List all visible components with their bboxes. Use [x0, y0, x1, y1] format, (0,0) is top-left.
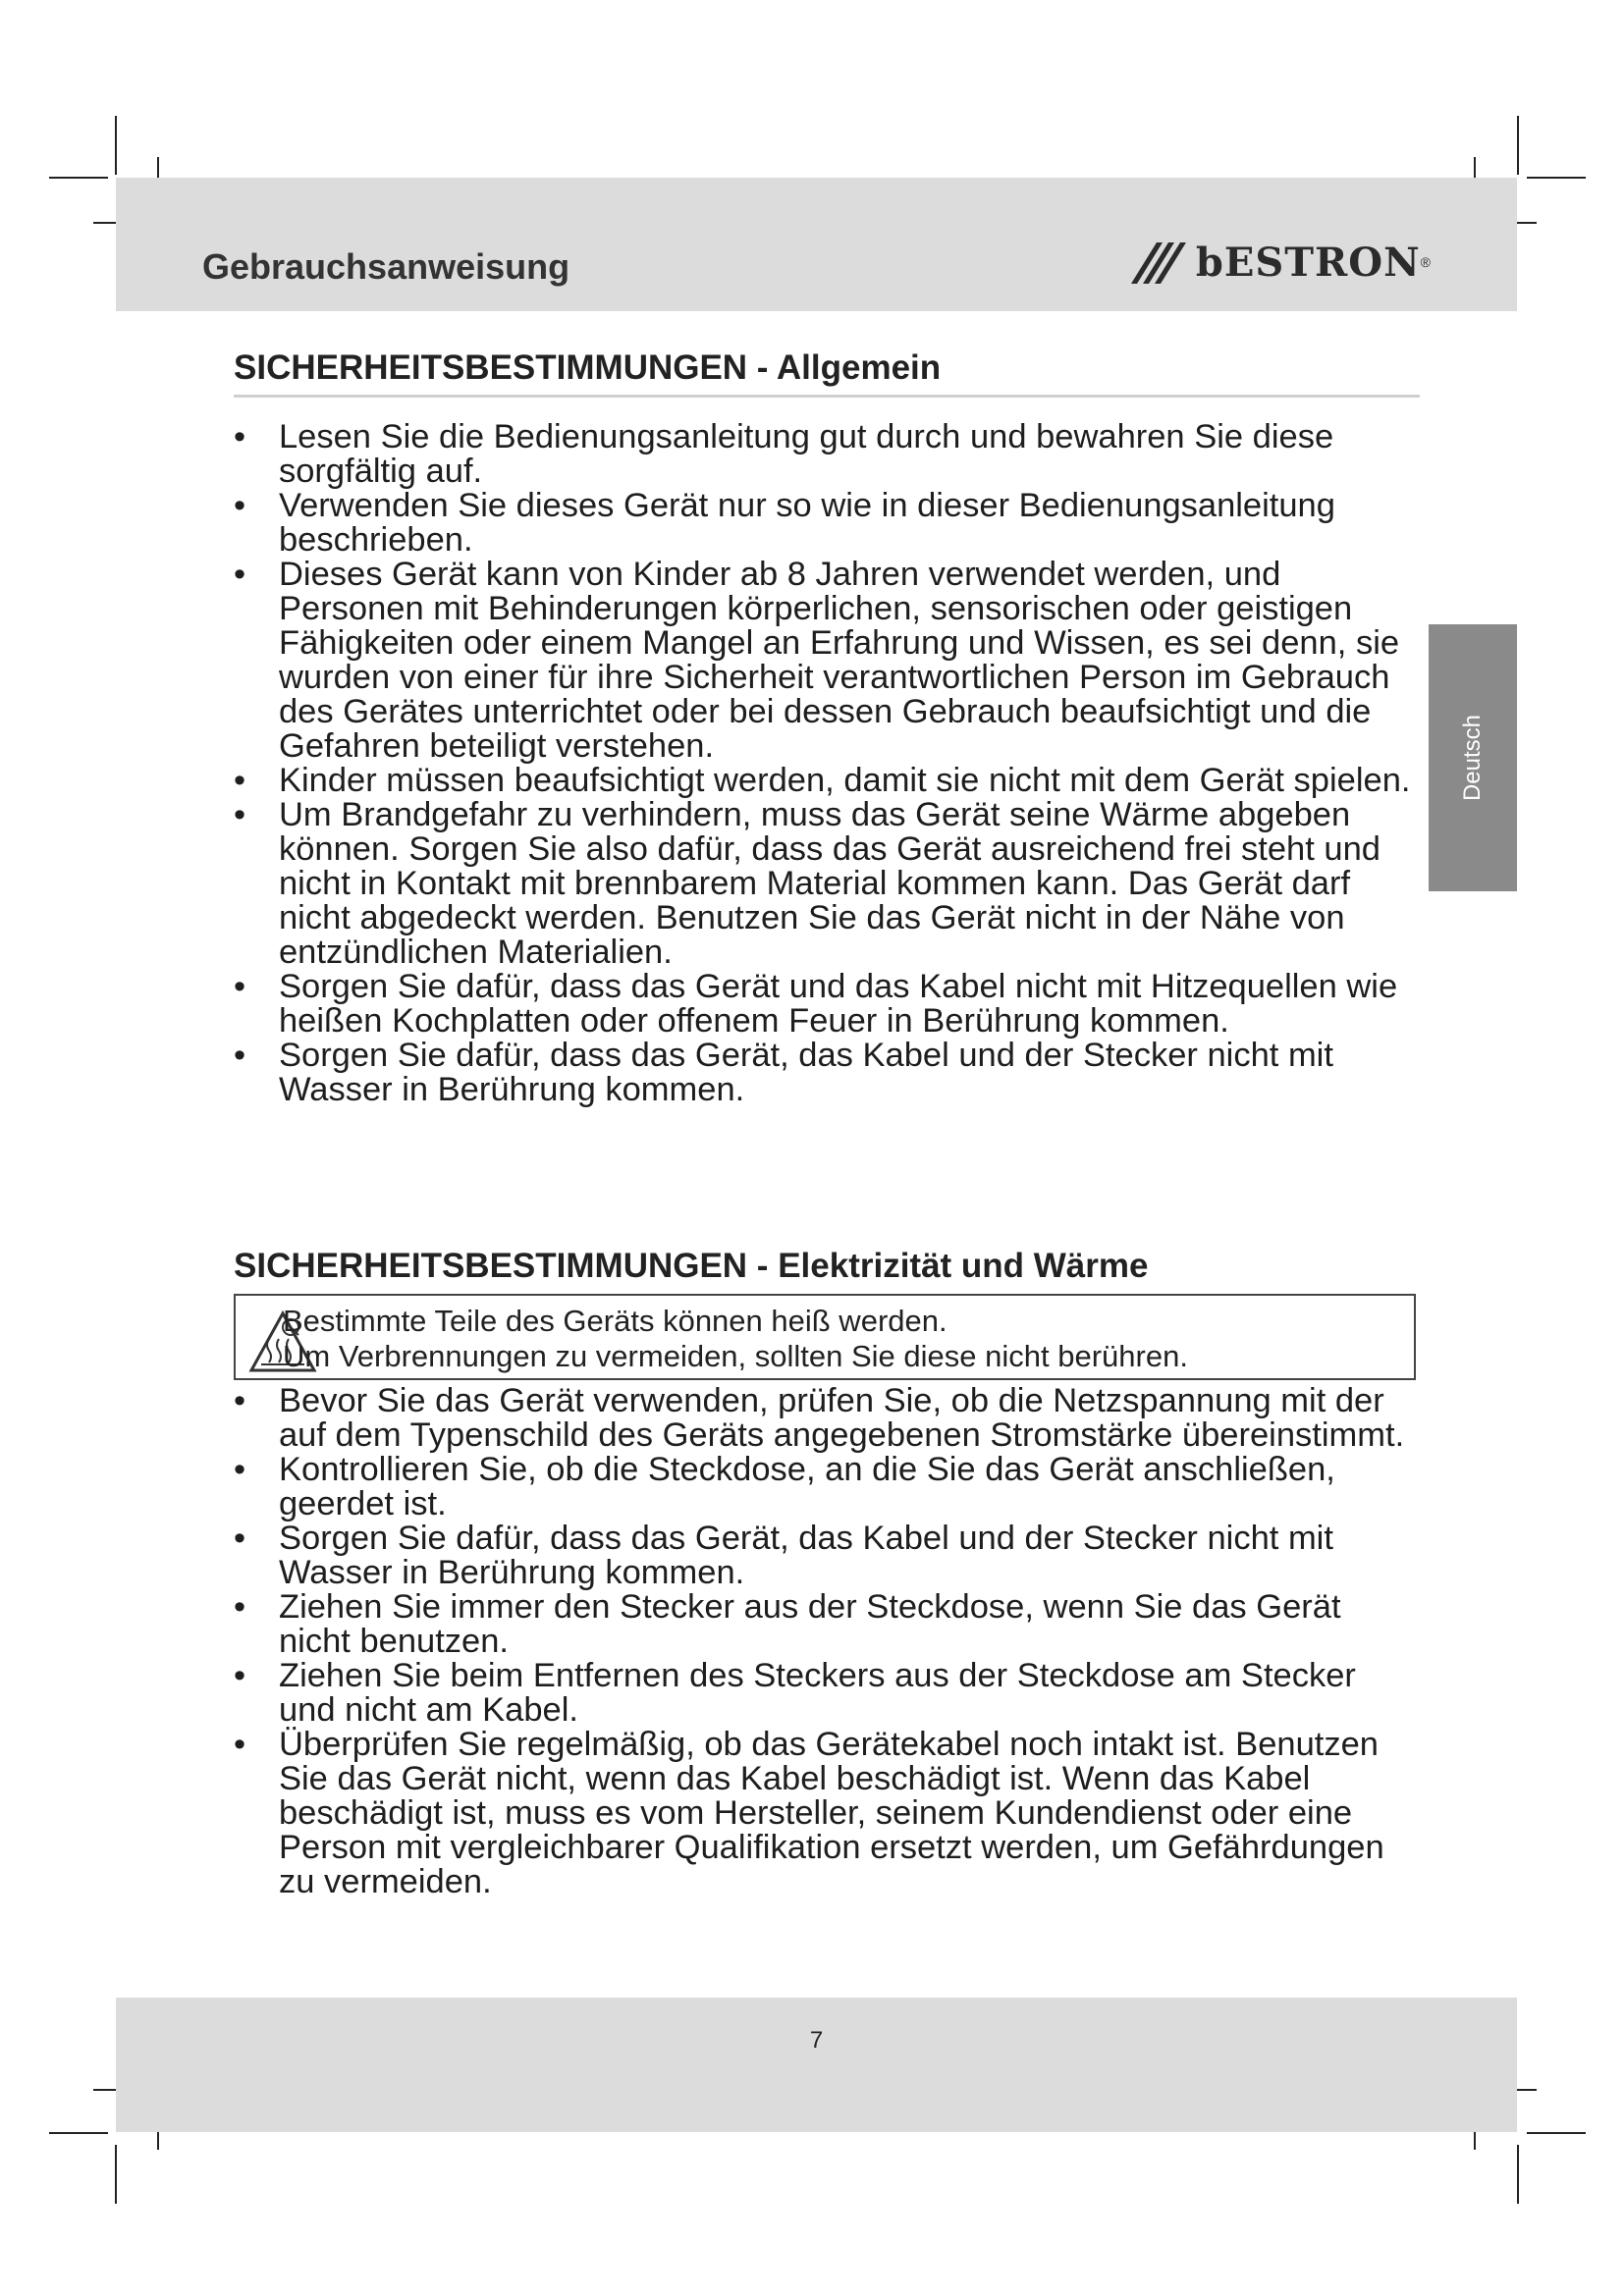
section-heading-general: SICHERHEITSBESTIMMUNGEN - Allgemein: [234, 348, 942, 387]
list-item: • Kontrollieren Sie, ob die Steckdose, an die Sie das Gerät anschließen, geerdet ist.: [234, 1453, 1412, 1522]
list-item: • Sorgen Sie dafür, dass das Gerät und das Kabel nicht mit Hitzequellen wie heißen Kochplatten oder offenem Feuer in Berührung kommen.: [234, 970, 1412, 1039]
page-number: 7: [809, 2027, 824, 2054]
page-header: [116, 178, 1517, 311]
heading-divider: [234, 395, 1420, 398]
header-title: Gebrauchsanweisung: [202, 246, 570, 287]
general-safety-list: [234, 420, 1412, 1107]
warning-text-line-2: Um Verbrennungen zu vermeiden, sollten Sie diese nicht berühren.: [283, 1339, 1188, 1373]
crop-mark: [1527, 2132, 1586, 2134]
registered-mark: ®: [1420, 254, 1431, 270]
list-item: • Bevor Sie das Gerät verwenden, prüfen Sie, ob die Netzspannung mit der auf dem Typenschild des Geräts angegebenen Stromstärke übereinstimmt.: [234, 1384, 1412, 1453]
electric-safety-list: [234, 1384, 1412, 1899]
brand-logo: [1127, 235, 1431, 290]
language-tab-label: Deutsch: [1459, 714, 1486, 802]
list-item: • Kinder müssen beaufsichtigt werden, damit sie nicht mit dem Gerät spielen.: [234, 764, 1412, 798]
list-item: • Sorgen Sie dafür, dass das Gerät, das Kabel und der Stecker nicht mit Wasser in Berührung kommen.: [234, 1522, 1412, 1590]
brand-chevron-icon: [1127, 239, 1190, 286]
crop-mark: [49, 177, 108, 179]
crop-mark: [1527, 177, 1586, 179]
brand-name: bESTRON: [1195, 239, 1421, 286]
list-item: • Überprüfen Sie regelmäßig, ob das Gerätekabel noch intakt ist. Benutzen Sie das Gerät nicht, wenn das Kabel beschädigt ist. Wenn das Kabel beschädigt ist, muss es vom Hersteller, seinem Kundendienst oder eine Person mit vergleichbarer Qualifikation ersetzt werden, um Gefährdungen zu vermeiden.: [234, 1728, 1412, 1899]
list-item: • Verwenden Sie dieses Gerät nur so wie in dieser Bedienungsanleitung beschrieben.: [234, 489, 1412, 558]
page-footer: [116, 1998, 1517, 2132]
list-item: • Lesen Sie die Bedienungsanleitung gut durch und bewahren Sie diese sorgfältig auf.: [234, 420, 1412, 489]
list-item: • Ziehen Sie beim Entfernen des Steckers aus der Steckdose am Stecker und nicht am Kabel.: [234, 1659, 1412, 1728]
crop-mark: [49, 2132, 108, 2134]
list-item: • Dieses Gerät kann von Kinder ab 8 Jahren verwendet werden, und Personen mit Behinderungen körperlichen, sensorischen oder geistigen Fähigkeiten oder einem Mangel an Erfahrung und Wissen, es sei denn, sie wurden von einer für ihre Sicherheit verantwortlichen Person im Gebrauch des Gerätes unterrichtet oder bei dessen Gebrauch beaufsichtigt und die Gefahren beteiligt verstehen.: [234, 558, 1412, 764]
crop-mark: [115, 116, 117, 175]
list-item: • Um Brandgefahr zu verhindern, muss das Gerät seine Wärme abgeben können. Sorgen Sie also dafür, dass das Gerät ausreichend frei steht und nicht in Kontakt mit brennbarem Material kommen kann. Das Gerät darf nicht abgedeckt werden. Benutzen Sie das Gerät nicht in der Nähe von entzündlichen Materialien.: [234, 798, 1412, 970]
warning-text-line-1: Bestimmte Teile des Geräts können heiß werden.: [283, 1304, 947, 1338]
section-heading-electric: SICHERHEITSBESTIMMUNGEN - Elektrizität und Wärme: [234, 1247, 1149, 1285]
language-tab: [1429, 624, 1517, 891]
crop-mark: [1517, 116, 1519, 175]
hot-surface-warning: [234, 1294, 1416, 1380]
crop-mark: [1517, 2145, 1519, 2204]
list-item: • Sorgen Sie dafür, dass das Gerät, das Kabel und der Stecker nicht mit Wasser in Berührung kommen.: [234, 1039, 1412, 1107]
crop-mark: [115, 2145, 117, 2204]
list-item: • Ziehen Sie immer den Stecker aus der Steckdose, wenn Sie das Gerät nicht benutzen.: [234, 1590, 1412, 1659]
